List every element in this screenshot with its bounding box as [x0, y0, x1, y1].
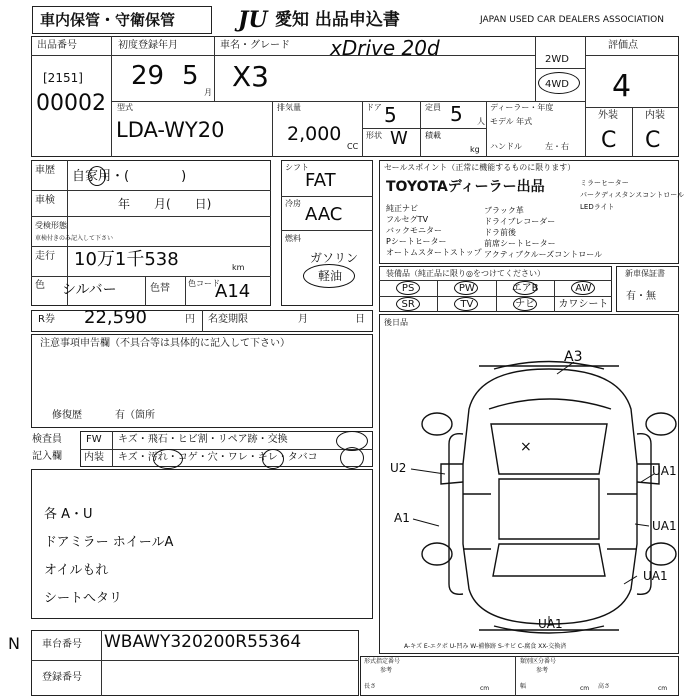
doors-label: ドア: [366, 103, 382, 112]
price-unit: 円: [185, 314, 195, 325]
equipment-label: 装備品（純正品に限り◎をつけてください）: [386, 269, 545, 278]
selling-note: アクティブクルーズコントロール: [484, 250, 603, 259]
car-name-label: 車名・グレード: [220, 40, 290, 51]
car-name: X3: [232, 60, 269, 93]
model: LDA-WY20: [116, 118, 225, 142]
reg-month: 5: [182, 61, 199, 91]
handle-value: 左・右: [545, 142, 569, 151]
equipment-item: SR: [379, 296, 437, 312]
warranty-label: 新車保証書: [625, 269, 665, 278]
car-diagram: [379, 314, 679, 654]
color-code: A14: [215, 281, 251, 302]
capacity: 5: [450, 102, 463, 126]
inspector-row2-label: 内装: [84, 452, 104, 463]
rear-label: 後日品: [384, 318, 408, 327]
equipment-item: PW: [437, 280, 495, 296]
circle-4wd: [538, 72, 580, 94]
fuel-label: 燃料: [285, 234, 301, 243]
ac-value: AAC: [305, 204, 343, 225]
accept-label: 受検形態: [35, 221, 67, 230]
exterior-value: C: [601, 128, 617, 153]
score-label: 評価点: [608, 40, 638, 51]
equipment-item: PS: [379, 280, 437, 296]
storage-label: 車内保管・守衛保管: [40, 11, 176, 29]
private-use-circle: [88, 166, 106, 186]
exterior-label: 外装: [598, 110, 618, 121]
shift-value: FAT: [305, 170, 336, 191]
inspector-note: オイルもれ: [44, 563, 109, 578]
diesel-circle: [303, 264, 355, 288]
side-mark: N: [8, 634, 20, 653]
dirt-circle: [153, 449, 183, 469]
mark-top: A3: [564, 349, 583, 365]
handle-label: ハンドル: [490, 142, 522, 151]
equipment-circle: [513, 281, 537, 295]
grade: xDrive 20d: [330, 36, 440, 60]
cert2-sanko: 参考: [536, 667, 549, 674]
mileage-label: 走行: [35, 251, 55, 262]
color-value: シルバー: [62, 282, 117, 298]
shift-label: シフト: [285, 163, 309, 172]
fuel-diesel: 軽油: [318, 269, 343, 283]
dealer-year-label: ディーラー・年度: [490, 103, 554, 112]
mark-right-1: UA1: [652, 464, 677, 478]
interior-value: C: [645, 128, 661, 153]
selling-note: オートムスタートストップ: [386, 248, 482, 257]
cert1-sanko: 参考: [380, 667, 393, 674]
form-title: 愛知 出品申込書: [275, 10, 400, 30]
mark-right-2: UA1: [652, 519, 677, 533]
selling-note: Pシートヒーター: [386, 237, 447, 246]
model-year-label: モデル 年式: [490, 117, 533, 126]
cert2-label: 類別区分番号: [520, 658, 557, 665]
mileage-unit: km: [232, 263, 245, 272]
inspector-note: 各 A・U: [44, 507, 93, 522]
inspector-note: シートへタリ: [44, 591, 123, 606]
selling-label: セールスポイント（正常に機能するものに限ります）: [384, 163, 576, 172]
dealer-headline: TOYOTAディーラー出品: [386, 179, 545, 195]
price-label: R券: [38, 314, 55, 325]
cert1-label: 形式指定番号: [364, 658, 401, 665]
width-cm: cm: [580, 685, 590, 692]
length-cm: cm: [480, 685, 490, 692]
body-label: 形状: [366, 131, 382, 140]
mark-left-2: A1: [394, 511, 410, 525]
length-label: 長さ: [364, 683, 377, 690]
equipment-circle: [571, 281, 595, 295]
selling-note: ミラーヒーター: [580, 179, 629, 187]
doors: 5: [384, 103, 397, 127]
capacity-label: 定員: [425, 103, 441, 112]
color-code-label: 色コード: [188, 279, 220, 288]
height-cm: cm: [658, 685, 668, 692]
equipment-grid: [379, 280, 612, 312]
load-unit: kg: [470, 145, 480, 154]
equipment-item: ナビ: [496, 296, 554, 312]
height-label: 高さ: [598, 683, 611, 690]
repair-value: 有（箇所: [115, 410, 155, 421]
selling-note: ドライブレコーダー: [484, 217, 556, 226]
tobacco-circle: [340, 447, 364, 469]
mark-right-3: UA1: [643, 569, 668, 583]
inspector-label-1: 検査員: [32, 434, 62, 445]
lot-number: 00002: [36, 91, 106, 116]
inspection-value: 年 月( 日): [118, 197, 212, 211]
selling-note: フルセグTV: [386, 215, 429, 224]
first-reg-label: 初度登録年月: [118, 40, 178, 51]
selling-note: 純正ナビ: [386, 204, 418, 213]
diagram-legend: A-キズ E-エクボ U-凹み W-補修跡 S-サビ C-腐食 XX-交換済: [404, 643, 567, 650]
selling-note: LEDライト: [580, 203, 615, 211]
cc-unit: CC: [347, 142, 359, 151]
warranty-value: 有・無: [626, 291, 656, 302]
mark-bottom: UA1: [538, 617, 563, 631]
model-label: 型式: [117, 103, 133, 112]
price-value: 22,590: [84, 307, 147, 328]
selling-note: パークディスタンスコントロール: [580, 191, 685, 199]
accept-note: 車検付きのみ記入して下さい: [35, 235, 114, 242]
equipment-item: エアB: [496, 280, 554, 296]
name-change-label: 名変期限: [208, 314, 248, 325]
lot-bracket: [2151]: [43, 71, 83, 85]
inspector-label-2: 記入欄: [32, 451, 62, 462]
ju-logo: JU: [238, 7, 268, 33]
notes-title: 注意事項申告欄（不具合等は具体的に記入して下さい）: [40, 338, 290, 349]
break-circle: [262, 449, 284, 469]
lot-label: 出品番号: [37, 40, 77, 51]
name-change-month: 月: [298, 314, 308, 325]
selling-note: バックモニター: [386, 226, 442, 235]
equipment-item: カワシート: [554, 296, 612, 312]
equipment-circle: [396, 281, 420, 295]
vin-label: 車台番号: [42, 639, 82, 650]
equipment-item: TV: [437, 296, 495, 312]
mileage: 10万1千538: [74, 249, 179, 270]
equipment-circle: [396, 297, 420, 311]
inspector-row2-items: キズ・汚れ・コゲ・穴・ワレ・キレ・タバコ: [118, 452, 318, 463]
color-change-label: 色替: [150, 283, 170, 294]
ac-label: 冷房: [285, 199, 301, 208]
mark-left-1: U2: [390, 461, 407, 475]
regno-label: 登録番号: [42, 672, 82, 683]
fuel-gasoline: ガソリン: [310, 251, 359, 265]
selling-note: 前席シートヒーター: [484, 239, 556, 248]
name-change-day: 日: [355, 314, 365, 325]
equipment-item: AW: [554, 280, 612, 296]
reg-year: 29: [131, 61, 165, 91]
load-label: 積載: [425, 131, 441, 140]
drive-2wd: 2WD: [545, 54, 569, 65]
inspection-label: 車検: [35, 195, 55, 206]
displacement-label: 排気量: [277, 103, 301, 112]
body: W: [390, 128, 408, 149]
inspector-row1-label: FW: [86, 434, 102, 445]
interior-label: 内装: [645, 110, 665, 121]
width-label: 幅: [520, 683, 527, 690]
score-value: 4: [612, 69, 632, 104]
history-label: 車歴: [35, 165, 55, 176]
equipment-circle: [513, 297, 537, 311]
org-english: JAPAN USED CAR DEALERS ASSOCIATION: [480, 15, 664, 25]
selling-note: ブラック革: [484, 206, 524, 215]
history-value: 自家用・( ): [72, 169, 187, 184]
color-label: 色: [35, 280, 45, 291]
capacity-unit: 人: [477, 117, 485, 126]
drive-4wd: 4WD: [545, 79, 569, 90]
month-unit: 月: [204, 88, 212, 97]
inspector-note: ドアミラー ホイールA: [44, 535, 174, 550]
repair-label: 修復歴: [52, 410, 82, 421]
selling-note: ドラ前後: [484, 228, 516, 237]
displacement: 2,000: [287, 123, 342, 145]
inspector-row1-items: キズ・飛石・ヒビ割・リペア跡・交換: [118, 434, 288, 445]
mark-windshield: ×: [520, 439, 532, 455]
vin: WBAWY320200R55364: [104, 632, 302, 652]
